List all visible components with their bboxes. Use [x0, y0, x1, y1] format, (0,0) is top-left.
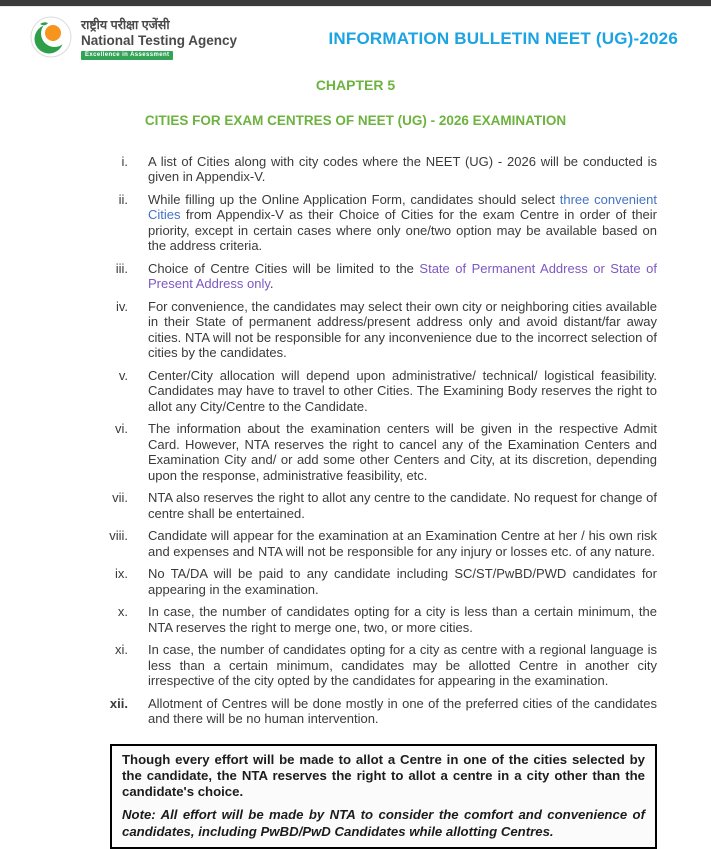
list-item	[100, 604, 657, 635]
note-paragraph: Note: All effort will be made by NTA to consider the comfort and convenience of candidates, including PwBD/PwD Candidates while allotting Centres.	[122, 807, 645, 839]
inline-link[interactable]: three convenient Cities	[148, 191, 657, 223]
text-segment: While filling up the Online Application Form, candidates should select	[148, 191, 560, 207]
nta-logo	[30, 16, 237, 60]
text-segment: The information about the examination centers will be given in the respective Admit Card. However, NTA reserves the right to cancel any of the Examination Centers and Examination City and/ or add some other Centers and City, at its discretion, depending upon the response, administrative feasibility, etc.	[148, 421, 657, 483]
notice-paragraph: Though every effort will be made to allot a Centre in one of the cities selected by the candidate, the NTA reserves the right to allot a centre in a city other than the candidate's choice.	[122, 751, 645, 800]
list-item-text	[148, 299, 657, 361]
text-segment: Allotment of Centres will be done mostly in one of the preferred cities of the candidates and there will be no human intervention.	[148, 695, 657, 727]
list-item-number: iii.	[115, 260, 128, 276]
list-item	[100, 642, 657, 689]
text-segment: from Appendix-V as their Choice of Cities for the exam Centre in order of their priority, except in certain cases where only one/two option may be available based on the address criteria.	[148, 207, 657, 254]
list-item	[100, 154, 657, 185]
list-item	[100, 368, 657, 415]
list-item-text	[148, 604, 657, 635]
page-title: CITIES FOR EXAM CENTRES OF NEET (UG) - 2026 EXAMINATION	[144, 112, 567, 128]
list-item-text	[148, 154, 657, 185]
list-item-text	[148, 566, 657, 597]
logo-english-name: National Testing Agency	[81, 33, 238, 49]
list-item-number: viii.	[109, 528, 128, 544]
bulletin-title: INFORMATION BULLETIN NEET (UG)-2026	[328, 29, 678, 48]
logo-hindi-name: राष्ट्रीय परीक्षा एजेंसी	[81, 18, 170, 32]
list-item-number: vii.	[112, 490, 128, 506]
list-item-text	[148, 192, 657, 254]
list-item-text	[148, 490, 657, 521]
list-item-text	[148, 368, 657, 415]
numbered-list	[100, 154, 657, 727]
nta-logo-icon	[30, 16, 72, 58]
list-item-text	[148, 696, 657, 727]
chapter-label: CHAPTER 5	[315, 76, 396, 93]
list-item	[100, 490, 657, 521]
list-item	[100, 528, 657, 559]
list-item-number: xi.	[115, 642, 128, 658]
list-item	[100, 299, 657, 361]
top-border-bar	[0, 0, 711, 7]
list-item-number: xii.	[109, 695, 128, 711]
logo-text-block	[81, 16, 237, 60]
text-segment: In case, the number of candidates opting for a city as centre with a regional language is less than a certain minimum, candidates may be allotted Centre in another city irrespective of the city opted by the candidates for appearing in the examination.	[148, 642, 657, 689]
list-item-number: ix.	[115, 566, 128, 582]
text-segment: A list of Cities along with city codes where the NEET (UG) - 2026 will be conducted is given in Appendix-V.	[148, 153, 657, 185]
list-item	[100, 421, 657, 483]
list-item-text	[148, 642, 657, 689]
text-segment: In case, the number of candidates opting for a city is less than a certain minimum, the NTA reserves the right to merge one, two, or more cities.	[148, 604, 657, 635]
list-item-number: ii.	[118, 191, 128, 207]
list-item	[100, 566, 657, 597]
text-segment: Choice of Centre Cities will be limited to the	[148, 260, 420, 276]
list-item-number: v.	[118, 367, 128, 383]
list-item-text	[148, 261, 657, 292]
logo-tagline-badge: Excellence in Assessment	[81, 51, 173, 60]
list-item-text	[148, 421, 657, 483]
list-item-text	[148, 528, 657, 559]
list-item	[100, 192, 657, 254]
list-item	[100, 261, 657, 292]
highlighted-text: State of Permanent Address or State of Present Address only	[148, 260, 657, 292]
text-segment: Center/City allocation will depend upon administrative/ technical/ logistical feasibility. Candidates may have to travel to other Cities. The Examining Body reserves the right to allot any City/Centre to the Candidate.	[148, 367, 657, 414]
text-segment: NTA also reserves the right to allot any centre to the candidate. No request for change of centre shall be entertained.	[148, 490, 657, 521]
text-segment: .	[269, 276, 274, 292]
list-item-number: x.	[117, 604, 128, 620]
page-header	[0, 7, 711, 60]
list-item-number: iv.	[115, 298, 128, 314]
text-segment: Candidate will appear for the examination at an Examination Centre at her / his own risk and expenses and NTA will not be responsible for any injury or losses etc. of any nature.	[148, 528, 657, 559]
text-segment: No TA/DA will be paid to any candidate including SC/ST/PwBD/PWD candidates for appearing in the examination.	[148, 566, 657, 597]
list-item-number: vi.	[115, 421, 128, 437]
list-item-number: i.	[121, 153, 128, 169]
notice-box	[110, 744, 657, 849]
list-item	[100, 696, 657, 727]
text-segment: For convenience, the candidates may select their own city or neighboring cities available in their State of permanent address/present address only and avoid distant/far away cities. NTA will not be responsible for any inconvenience due to the incorrect selection of cities by the candidates.	[148, 298, 657, 361]
